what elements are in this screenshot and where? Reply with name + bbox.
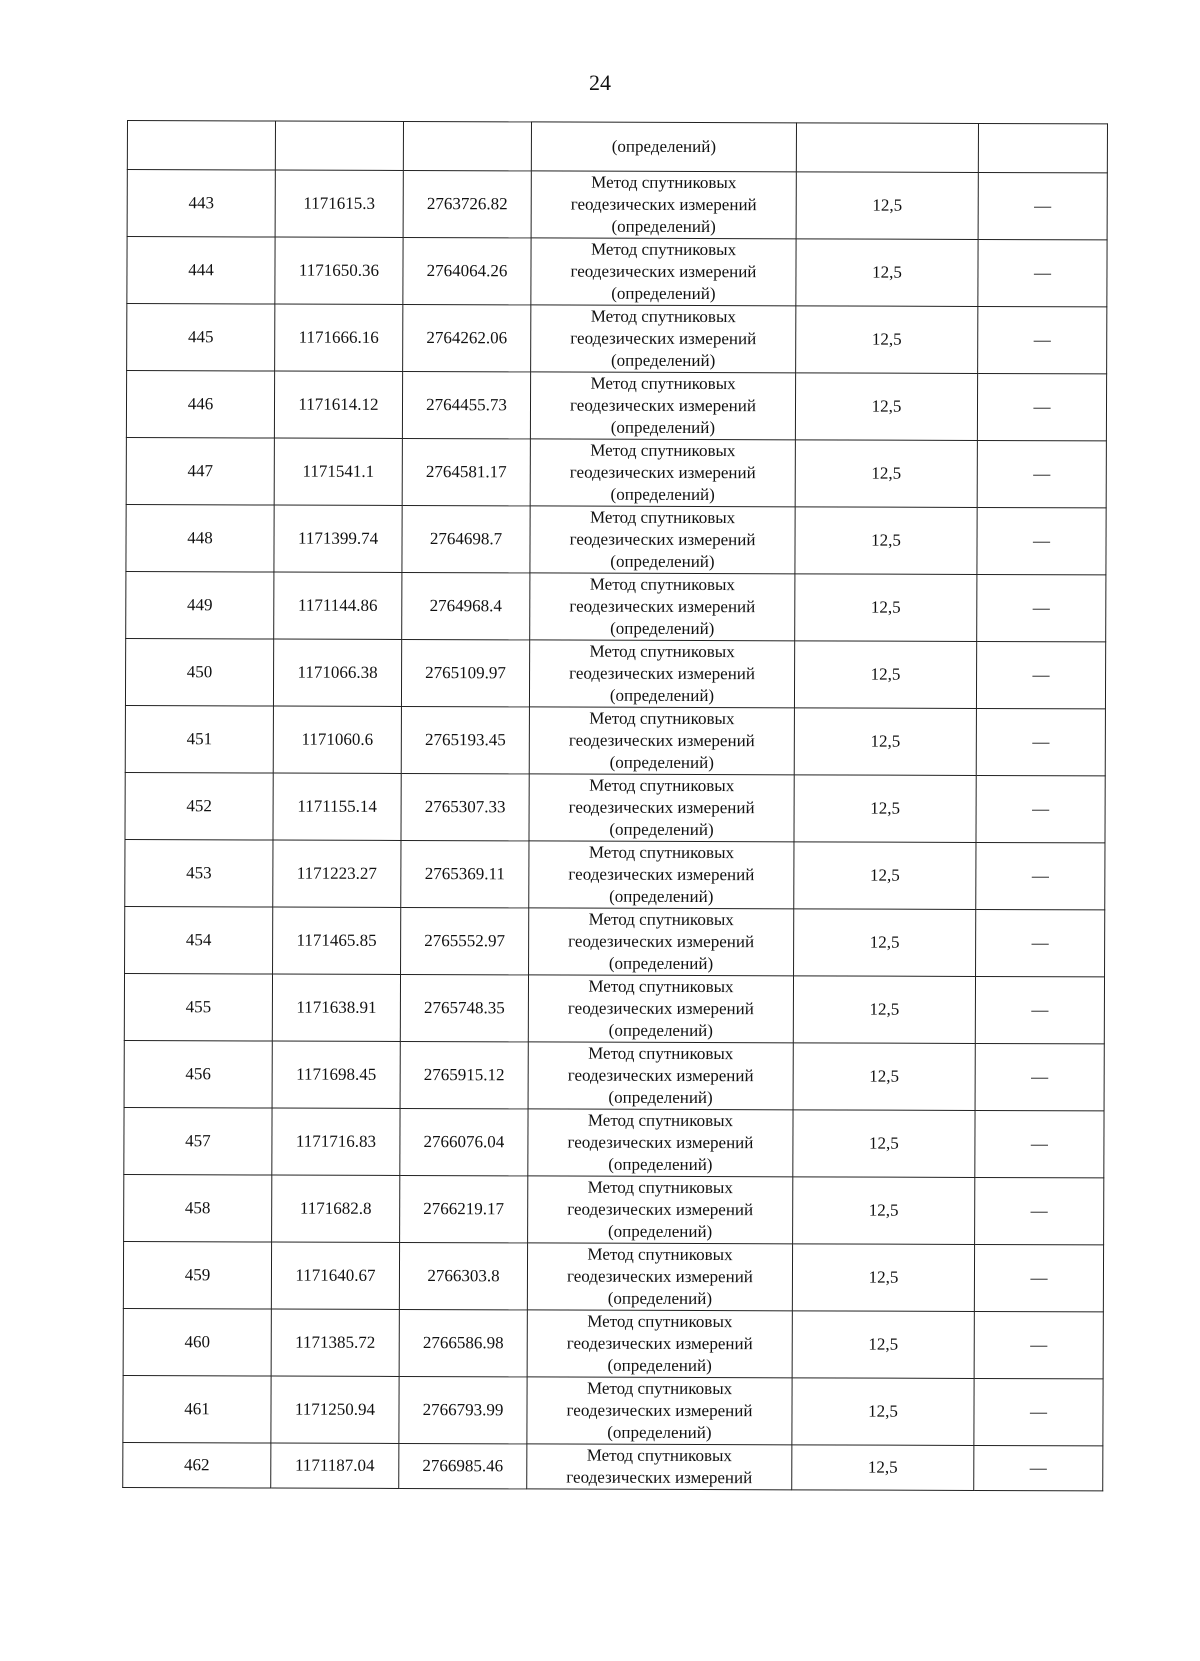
coordinates-table — [122, 120, 1108, 1491]
y-cell: 2764698.7 — [402, 505, 530, 572]
method-line: геодезических измерений — [567, 1132, 754, 1153]
method-line: Метод спутниковых — [589, 641, 735, 662]
x-cell: 1171250.94 — [271, 1376, 399, 1443]
method-line: геодезических измерений — [567, 998, 754, 1019]
accuracy-cell: 12,5 — [796, 172, 978, 240]
x-cell: 1171716.83 — [272, 1108, 400, 1175]
method-line: Метод спутниковых — [587, 1177, 733, 1198]
table-row — [123, 1308, 1103, 1378]
table-row — [125, 906, 1105, 976]
method-cell — [530, 506, 795, 574]
method-line: (определений) — [610, 417, 716, 438]
method-line: Метод спутниковых — [587, 1110, 734, 1131]
method-line: геодезических измерений — [568, 931, 755, 952]
accuracy-cell: 12,5 — [794, 842, 976, 910]
x-cell: 1171187.04 — [271, 1443, 399, 1488]
y-cell: 2765307.33 — [401, 773, 529, 840]
table-row — [127, 304, 1107, 374]
table-row — [123, 1241, 1103, 1311]
x-cell: 1171541.1 — [274, 438, 402, 505]
method-line: Метод спутниковых — [590, 306, 736, 327]
y-cell: 2763726.82 — [403, 170, 531, 237]
note-cell: — — [974, 1311, 1103, 1378]
method-line: геодезических измерений — [566, 1400, 753, 1421]
x-cell: 1171066.38 — [273, 639, 401, 706]
point-cell: 461 — [123, 1375, 271, 1443]
y-cell: 2766985.46 — [399, 1443, 527, 1488]
method-line: Метод спутниковых — [590, 373, 736, 394]
table-row — [123, 1375, 1103, 1445]
method-line: (определений) — [610, 618, 715, 639]
x-cell: 1171223.27 — [273, 840, 401, 907]
note-cell — [978, 123, 1107, 172]
table-row — [126, 371, 1106, 441]
note-cell: — — [975, 1177, 1104, 1244]
method-line: (определений) — [609, 685, 715, 706]
point-cell: 459 — [123, 1241, 271, 1309]
method-cell — [529, 707, 794, 775]
table-row — [127, 237, 1107, 307]
method-line: (определений) — [607, 1422, 712, 1443]
x-cell: 1171698.45 — [272, 1041, 400, 1108]
note-cell: — — [977, 574, 1106, 641]
y-cell — [403, 121, 531, 170]
method-cell — [530, 372, 795, 440]
point-cell: 443 — [127, 170, 275, 238]
point-cell: 454 — [125, 906, 273, 974]
method-line: Метод спутниковых — [586, 1445, 732, 1466]
point-cell: 448 — [126, 504, 274, 572]
point-cell: 460 — [123, 1308, 271, 1376]
table-row — [126, 504, 1106, 574]
page-number: 24 — [589, 70, 611, 95]
method-cell — [528, 1109, 793, 1177]
accuracy-cell: 12,5 — [793, 1177, 975, 1245]
note-cell: — — [978, 239, 1107, 306]
table-row — [125, 638, 1105, 708]
x-cell: 1171638.91 — [272, 974, 400, 1041]
method-line: (определений) — [608, 953, 714, 974]
accuracy-cell: 12,5 — [793, 1043, 975, 1111]
method-line: (определений) — [610, 350, 716, 371]
x-cell: 1171465.85 — [273, 907, 401, 974]
method-cell — [531, 171, 796, 239]
note-cell: — — [975, 1043, 1104, 1110]
x-cell: 1171666.16 — [275, 304, 403, 371]
method-line: геодезических измерений — [567, 1065, 754, 1086]
note-cell: — — [975, 1110, 1104, 1177]
table-row — [124, 1040, 1104, 1110]
method-line: (определений) — [609, 752, 714, 773]
method-line: Метод спутниковых — [590, 440, 736, 461]
method-line: Метод спутниковых — [589, 708, 735, 729]
method-line: (определений) — [607, 1288, 713, 1309]
table-row — [123, 1442, 1103, 1490]
accuracy-cell: 12,5 — [793, 976, 975, 1044]
method-cell — [531, 305, 796, 373]
point-cell: 456 — [124, 1040, 272, 1108]
accuracy-cell: 12,5 — [796, 306, 978, 374]
method-line: геодезических измерений — [568, 864, 755, 885]
y-cell: 2765915.12 — [400, 1041, 528, 1108]
accuracy-cell: 12,5 — [792, 1311, 974, 1379]
method-line: геодезических измерений — [570, 194, 757, 215]
note-cell: — — [976, 909, 1105, 976]
x-cell: 1171155.14 — [273, 773, 401, 840]
method-line: Метод спутниковых — [588, 976, 734, 997]
y-cell: 2765748.35 — [400, 974, 528, 1041]
accuracy-cell: 12,5 — [795, 507, 977, 575]
y-cell: 2766219.17 — [400, 1175, 528, 1242]
point-cell: 458 — [124, 1174, 272, 1242]
method-line: (определений) — [610, 484, 715, 505]
y-cell: 2765109.97 — [401, 639, 529, 706]
method-line: (определений) — [608, 1154, 713, 1175]
y-cell: 2764581.17 — [402, 438, 530, 505]
method-line: (определений) — [611, 283, 716, 304]
table-row — [127, 170, 1107, 240]
method-line: Метод спутниковых — [587, 1244, 733, 1265]
method-line: Метод спутниковых — [586, 1378, 733, 1399]
y-cell: 2765369.11 — [401, 840, 529, 907]
method-line: Метод спутниковых — [590, 239, 737, 260]
method-line: Метод спутниковых — [589, 775, 735, 796]
x-cell: 1171650.36 — [275, 237, 403, 304]
method-line: геодезических измерений — [570, 261, 757, 282]
method-cell — [529, 640, 794, 708]
method-line: геодезических измерений — [569, 663, 756, 684]
note-cell: — — [977, 440, 1106, 507]
method-line: (определений) — [608, 1020, 713, 1041]
y-cell: 2766586.98 — [399, 1309, 527, 1376]
accuracy-cell: 12,5 — [794, 708, 976, 776]
method-line: геодезических измерений — [568, 797, 755, 818]
point-cell: 446 — [126, 371, 274, 439]
table-row — [124, 1107, 1104, 1177]
y-cell: 2766303.8 — [399, 1242, 527, 1309]
x-cell: 1171144.86 — [274, 572, 402, 639]
y-cell: 2766793.99 — [399, 1376, 527, 1443]
x-cell: 1171614.12 — [274, 371, 402, 438]
method-cell — [531, 238, 796, 306]
y-cell: 2764455.73 — [402, 371, 530, 438]
method-line: геодезических измерений — [569, 462, 756, 483]
method-cell — [527, 1310, 792, 1378]
x-cell: 1171399.74 — [274, 505, 402, 572]
accuracy-cell: 12,5 — [792, 1445, 974, 1491]
method-line: геодезических измерений — [568, 730, 755, 751]
method-cell — [529, 908, 794, 976]
y-cell: 2764064.26 — [403, 237, 531, 304]
accuracy-cell: 12,5 — [795, 373, 977, 441]
point-cell: 457 — [124, 1107, 272, 1175]
accuracy-cell: 12,5 — [795, 574, 977, 642]
method-cell — [530, 439, 795, 507]
accuracy-cell: 12,5 — [794, 775, 976, 843]
note-cell: — — [978, 172, 1107, 239]
method-line: геодезических измерений — [567, 1199, 754, 1220]
method-line: (определений) — [607, 1355, 712, 1376]
method-line: (определений) — [610, 551, 715, 572]
point-cell: 462 — [123, 1442, 271, 1488]
method-line: Метод спутниковых — [588, 909, 734, 930]
note-cell: — — [976, 708, 1105, 775]
method-line: Метод спутниковых — [587, 1311, 733, 1332]
table-row — [124, 973, 1104, 1043]
x-cell: 1171060.6 — [273, 706, 401, 773]
method-line: Метод спутниковых — [588, 1043, 734, 1064]
x-cell: 1171615.3 — [275, 170, 403, 237]
method-line: Метод спутниковых — [589, 507, 736, 528]
method-cell — [529, 841, 794, 909]
method-line: геодезических измерений — [569, 596, 756, 617]
method-line: геодезических измерений — [566, 1266, 753, 1287]
note-cell: — — [976, 641, 1105, 708]
point-cell: 450 — [125, 638, 273, 706]
table-row — [126, 571, 1106, 641]
note-cell: — — [974, 1445, 1103, 1490]
x-cell — [275, 121, 403, 170]
note-cell: — — [974, 1378, 1103, 1445]
method-cell: (определений) — [531, 122, 796, 172]
note-cell: — — [974, 1244, 1103, 1311]
method-cell — [528, 975, 793, 1043]
method-cell — [529, 774, 794, 842]
note-cell: — — [976, 842, 1105, 909]
method-cell — [530, 573, 795, 641]
method-line: геодезических измерений — [570, 328, 757, 349]
method-line: (определений) — [609, 886, 714, 907]
table-row — [124, 1174, 1104, 1244]
point-cell: 447 — [126, 437, 274, 505]
table-row — [125, 705, 1105, 775]
x-cell: 1171640.67 — [271, 1242, 399, 1309]
y-cell: 2764262.06 — [403, 304, 531, 371]
accuracy-cell — [796, 123, 978, 173]
method-line: геодезических измерений — [566, 1467, 753, 1488]
accuracy-cell: 12,5 — [792, 1378, 974, 1446]
note-cell: — — [978, 306, 1107, 373]
method-line: (определений) — [611, 216, 716, 237]
point-cell: 445 — [127, 304, 275, 372]
method-cell — [528, 1042, 793, 1110]
accuracy-cell: 12,5 — [794, 641, 976, 709]
method-line: Метод спутниковых — [588, 842, 735, 863]
accuracy-cell: 12,5 — [795, 440, 977, 508]
point-cell — [127, 121, 275, 171]
method-cell — [528, 1176, 793, 1244]
method-line: (определений) — [607, 1221, 713, 1242]
point-cell: 449 — [126, 571, 274, 639]
accuracy-cell: 12,5 — [793, 1110, 975, 1178]
method-line: геодезических измерений — [566, 1333, 753, 1354]
coordinates-table-body — [123, 121, 1108, 1491]
method-line: (определений) — [609, 819, 714, 840]
method-line: геодезических измерений — [570, 395, 756, 416]
y-cell: 2766076.04 — [400, 1108, 528, 1175]
point-cell: 444 — [127, 237, 275, 305]
point-cell: 453 — [125, 839, 273, 907]
note-cell: — — [977, 507, 1106, 574]
method-line: (определений) — [608, 1087, 713, 1108]
method-line: Метод спутниковых — [589, 574, 735, 595]
x-cell: 1171682.8 — [272, 1175, 400, 1242]
y-cell: 2765552.97 — [401, 907, 529, 974]
y-cell: 2765193.45 — [401, 706, 529, 773]
accuracy-cell: 12,5 — [794, 909, 976, 977]
method-cell — [527, 1377, 792, 1445]
note-cell: — — [975, 976, 1104, 1043]
point-cell: 451 — [125, 705, 273, 773]
method-cell — [527, 1243, 792, 1311]
continuation-row — [127, 121, 1107, 173]
x-cell: 1171385.72 — [271, 1309, 399, 1376]
note-cell: — — [977, 373, 1106, 440]
method-line: Метод спутниковых — [591, 172, 737, 193]
accuracy-cell: 12,5 — [792, 1244, 974, 1312]
note-cell: — — [976, 775, 1105, 842]
table-row — [125, 839, 1105, 909]
point-cell: 455 — [124, 973, 272, 1041]
point-cell: 452 — [125, 772, 273, 840]
method-line: геодезических измерений — [569, 529, 756, 550]
y-cell: 2764968.4 — [402, 572, 530, 639]
table-row — [126, 437, 1106, 507]
method-cell — [527, 1444, 792, 1490]
accuracy-cell: 12,5 — [796, 239, 978, 307]
table-row — [125, 772, 1105, 842]
